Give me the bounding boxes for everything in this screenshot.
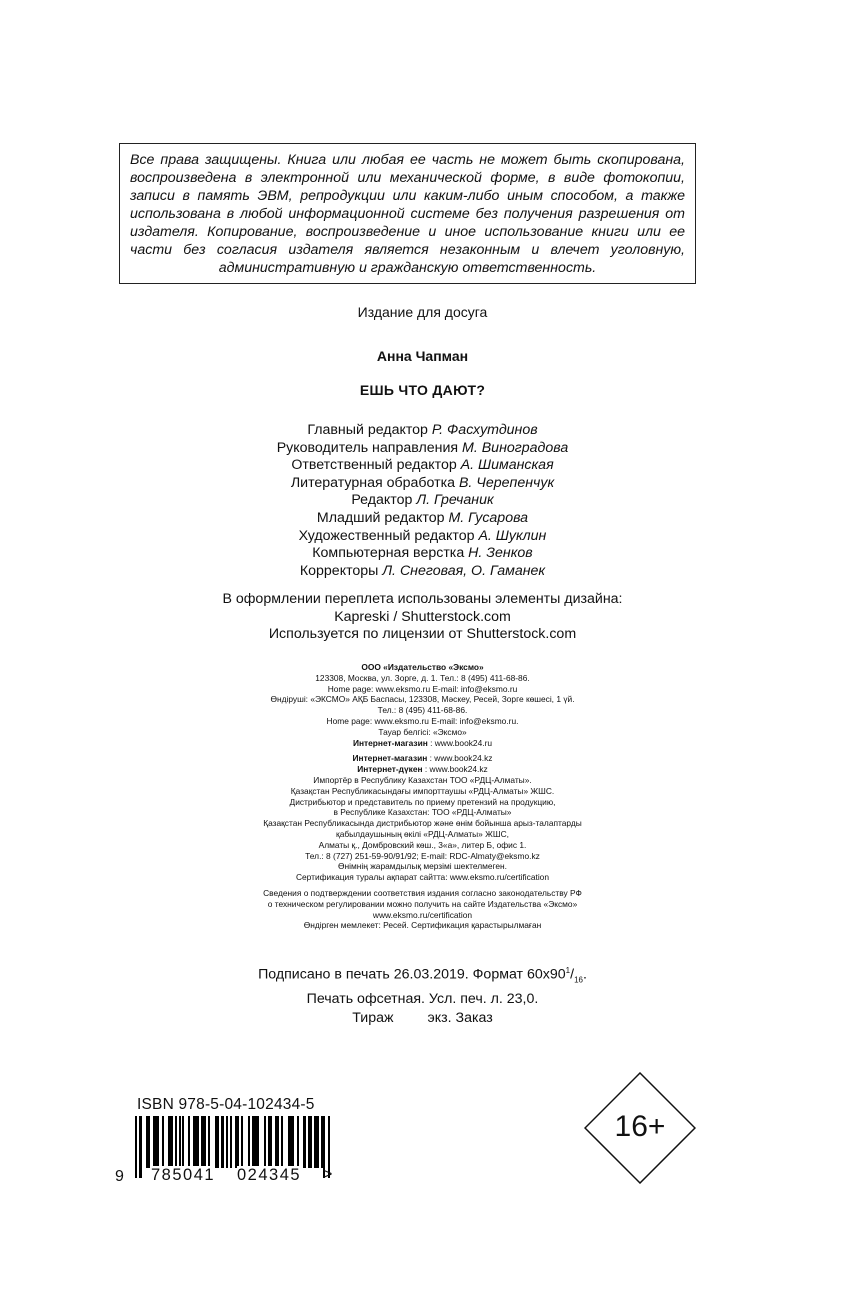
barcode-bar — [297, 1116, 299, 1168]
barcode-digits-right: 024345 — [237, 1166, 302, 1184]
barcode-digits-left: 785041 — [151, 1166, 216, 1184]
barcode-arrow: > — [323, 1166, 333, 1183]
isbn-number: ISBN 978-5-04-102434-5 — [137, 1096, 315, 1113]
barcode-bar — [148, 1116, 150, 1168]
credit-line: Главный редактор Р. Фасхутдинов — [307, 422, 538, 438]
rights-notice: Все права защищены. Книга или любая ее часть не может быть скопирована, воспроизведена в электронной или механической форме, в виде фотокопии, записи в память ЭВМ, репродукции или каким-либо иным способом, а также использована в любой информационной системе без получения разрешения от издателя. Копирование, воспроизведение и иное использование книги или ее части без согласия издателя является незаконным и влечет уголовную, административную и гражданскую ответственность. — [119, 143, 696, 284]
barcode-bar — [248, 1116, 250, 1168]
credit-line: Художественный редактор А. Шуклин — [298, 527, 547, 544]
signed-line: Подписано в печать 26.03.2019. Формат $60x90^1/_{16}$. — [258, 966, 587, 985]
barcode-bar — [162, 1116, 164, 1168]
author-name: Анна Чапман — [376, 348, 469, 364]
credit-line: Литературная обработка В. Черепенчук — [290, 474, 555, 491]
age-rating-badge — [584, 1072, 696, 1184]
book-title: ЕШЬ ЧТО ДАЮТ? — [359, 382, 486, 398]
barcode-bar — [281, 1116, 283, 1168]
barcode-bar — [277, 1116, 279, 1168]
barcode-bar — [182, 1116, 184, 1168]
publisher-name: ООО «Издательство «Эксмо» — [361, 662, 484, 672]
barcode-bar — [188, 1116, 190, 1168]
barcode-bar — [139, 1116, 141, 1178]
publisher-info: ООО «Издательство «Эксмо» 123308, Москва, ул. Зорге, д. 1. Тел.: 8 (495) 411-68-86. Home page: www.eksmo.ru E-mail: info@eksmo.ru Өндіруші: «ЭКСМО» АҚБ Баспасы, 123308, Мәскеу, Ресей, Зорге көшесі, 1 үй. Тел.: 8 (495) 411-68-86. Home page: www.eksmo.ru E-mail: info@eksmo.ru. Тауар белгісі: «Эксмо» Интернет-магазин : www.book24.ru Интернет-магазин : www.book24.kz Интернет-дүкен : www.book24.kz Импортёр в Республику Казахстан ТОО «РДЦ-Алматы». Қазақстан Республикасындағы импорттаушы «РДЦ-Алматы» ЖШС. Дистрибьютор и представитель по приему претензий на продукцию, в Республике Казахстан: ТОО «РДЦ-Алматы» Қазақстан Республикасында дистрибьютор және өнім бойынша арыз-талаптарды қабылдаушының өкілі «РДЦ-Алматы» ЖШС, Алматы қ., Домбровский көш., 3«а», литер Б, офис 1. Тел.: 8 (727) 251-59-90/91/92; E-mail: RDC-Almaty@eksmo.kz Өнімнің жарамдылық мерзімі шектелмеген. Сертификация туралы ақпарат сайтта: www.eksmo.ru/certification Сведения о подтверждении соответствия издания согласно законодательству РФ о техническом регулировании можно получить на сайте Издательства «Эксмо» www.eksmo.ru/certification Өндірген мемлекет: Ресей. Сертификация қарастырылмаған — [0, 662, 845, 931]
barcode-bar — [310, 1116, 312, 1168]
print-info — [0, 962, 845, 1027]
credit-line: Компьютерная верстка Н. Зенков — [312, 545, 533, 562]
barcode-bar — [135, 1116, 137, 1178]
publication-type: Издание для досуга — [357, 304, 488, 320]
barcode-bar — [264, 1116, 266, 1168]
barcode-bar — [157, 1116, 159, 1168]
barcode-bar — [221, 1116, 223, 1168]
barcode-bar — [204, 1116, 206, 1168]
barcode-bar — [317, 1116, 319, 1168]
barcode-bar — [208, 1116, 210, 1168]
credit-line: Корректоры Л. Снеговая, О. Гаманек — [299, 562, 546, 579]
shop-line-kz2: Интернет-дүкен : www.book24.kz — [357, 764, 488, 775]
barcode-bar — [270, 1116, 272, 1168]
credit-line: Редактор Л. Гречаник — [351, 492, 494, 509]
barcode-bar — [237, 1116, 239, 1168]
cover-design-note: В оформлении переплета использованы элементы дизайна: Kapreski / Shutterstock.com Используется по лицензии от Shutterstock.com — [222, 591, 623, 642]
credit-line: Ответственный редактор А. Шиманская — [291, 457, 554, 474]
barcode-bar — [241, 1116, 243, 1168]
barcode-bar — [230, 1116, 232, 1168]
credit-line: Руководитель направления М. Виноградова — [276, 439, 569, 456]
barcode-bar — [226, 1116, 228, 1168]
barcode-bar — [170, 1116, 172, 1168]
credit-line: Младший редактор М. Гусарова — [316, 509, 529, 526]
isbn-barcode — [115, 1096, 345, 1192]
shop-line-ru: Интернет-магазин : www.book24.ru — [352, 737, 493, 748]
age-rating-label: 16+ — [614, 1110, 666, 1143]
barcode-bar — [217, 1116, 219, 1168]
press-line: Печать офсетная. Усл. печ. л. 23,0. — [306, 991, 539, 1008]
barcode-bar — [303, 1116, 305, 1168]
barcode-digit-first: 9 — [115, 1168, 124, 1185]
barcode-bar — [292, 1116, 294, 1168]
barcode-bar — [197, 1116, 199, 1168]
shop-line-kz: Интернет-магазин : www.book24.kz — [352, 753, 493, 764]
barcode-bar — [175, 1116, 177, 1168]
tirage-line: Тираж экз. Заказ — [352, 1009, 493, 1026]
credits-list — [0, 422, 845, 580]
barcode-bar — [257, 1116, 259, 1168]
